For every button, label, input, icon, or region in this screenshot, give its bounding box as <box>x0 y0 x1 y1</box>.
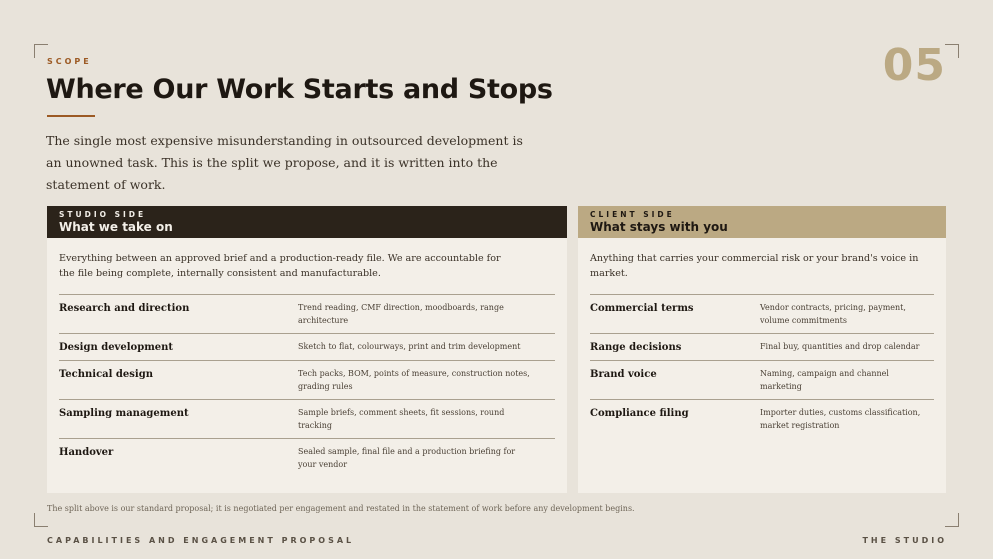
task-description: Sketch to flat, colourways, print and trim development <box>298 342 521 351</box>
client-task-list <box>590 294 934 438</box>
task-description: Tech packs, BOM, points of measure, construction notes, grading rules <box>298 369 530 391</box>
table-row <box>59 399 555 438</box>
task-label: Technical design <box>59 369 153 380</box>
task-description: Sample briefs, comment sheets, fit sessions, round tracking <box>298 408 505 430</box>
task-label: Range decisions <box>590 342 682 353</box>
task-description: Trend reading, CMF direction, moodboards, range architecture <box>298 303 504 325</box>
corner-mark-bottom-left <box>34 513 48 527</box>
task-description: Sealed sample, final file and a production briefing for your vendor <box>298 447 516 469</box>
task-description: Final buy, quantities and drop calendar <box>760 342 920 351</box>
table-row <box>59 360 555 399</box>
client-side-panel <box>578 206 946 493</box>
task-description: Vendor contracts, pricing, payment, volume commitments <box>760 303 906 325</box>
corner-mark-top-left <box>34 44 48 58</box>
studio-description: Everything between an approved brief and a production-ready file. We are accountable for the file being complete, internally consistent and manufacturable. <box>59 253 501 279</box>
client-description: Anything that carries your commercial risk or your brand's voice in market. <box>590 253 919 279</box>
section-eyebrow: SCOPE <box>47 57 92 66</box>
task-label: Commercial terms <box>590 303 694 314</box>
page-title: Where Our Work Starts and Stops <box>46 74 553 105</box>
studio-panel-title: What we take on <box>59 220 173 234</box>
page-number: 05 <box>882 40 946 91</box>
table-row <box>59 438 555 477</box>
corner-mark-top-right <box>945 44 959 58</box>
title-underline <box>47 115 95 117</box>
task-label: Handover <box>59 447 114 458</box>
studio-panel-header <box>47 206 567 238</box>
table-row <box>59 294 555 333</box>
task-label: Research and direction <box>59 303 190 314</box>
intro-paragraph: The single most expensive misunderstanding in outsourced development is an unowned task. This is the split we propose, and it is written into the statement of work. <box>46 133 523 192</box>
client-panel-title: What stays with you <box>590 220 728 234</box>
footer-brand: THE STUDIO <box>862 536 947 545</box>
task-label: Compliance filing <box>590 408 689 419</box>
footnote: The split above is our standard proposal; it is negotiated per engagement and restated in the statement of work before any development begins. <box>47 504 635 513</box>
task-label: Sampling management <box>59 408 189 419</box>
table-row <box>590 333 934 360</box>
table-row <box>590 294 934 333</box>
studio-task-list <box>59 294 555 477</box>
table-row <box>590 360 934 399</box>
client-panel-header <box>578 206 946 238</box>
studio-kicker: STUDIO SIDE <box>59 210 147 219</box>
task-label: Design development <box>59 342 174 353</box>
studio-side-panel <box>47 206 567 493</box>
table-row <box>590 399 934 438</box>
task-description: Importer duties, customs classification, market registration <box>760 408 921 430</box>
corner-mark-bottom-right <box>945 513 959 527</box>
client-kicker: CLIENT SIDE <box>590 210 675 219</box>
table-row <box>59 333 555 360</box>
task-label: Brand voice <box>590 369 657 380</box>
footer-document-title: CAPABILITIES AND ENGAGEMENT PROPOSAL <box>47 536 355 545</box>
task-description: Naming, campaign and channel marketing <box>760 369 889 391</box>
